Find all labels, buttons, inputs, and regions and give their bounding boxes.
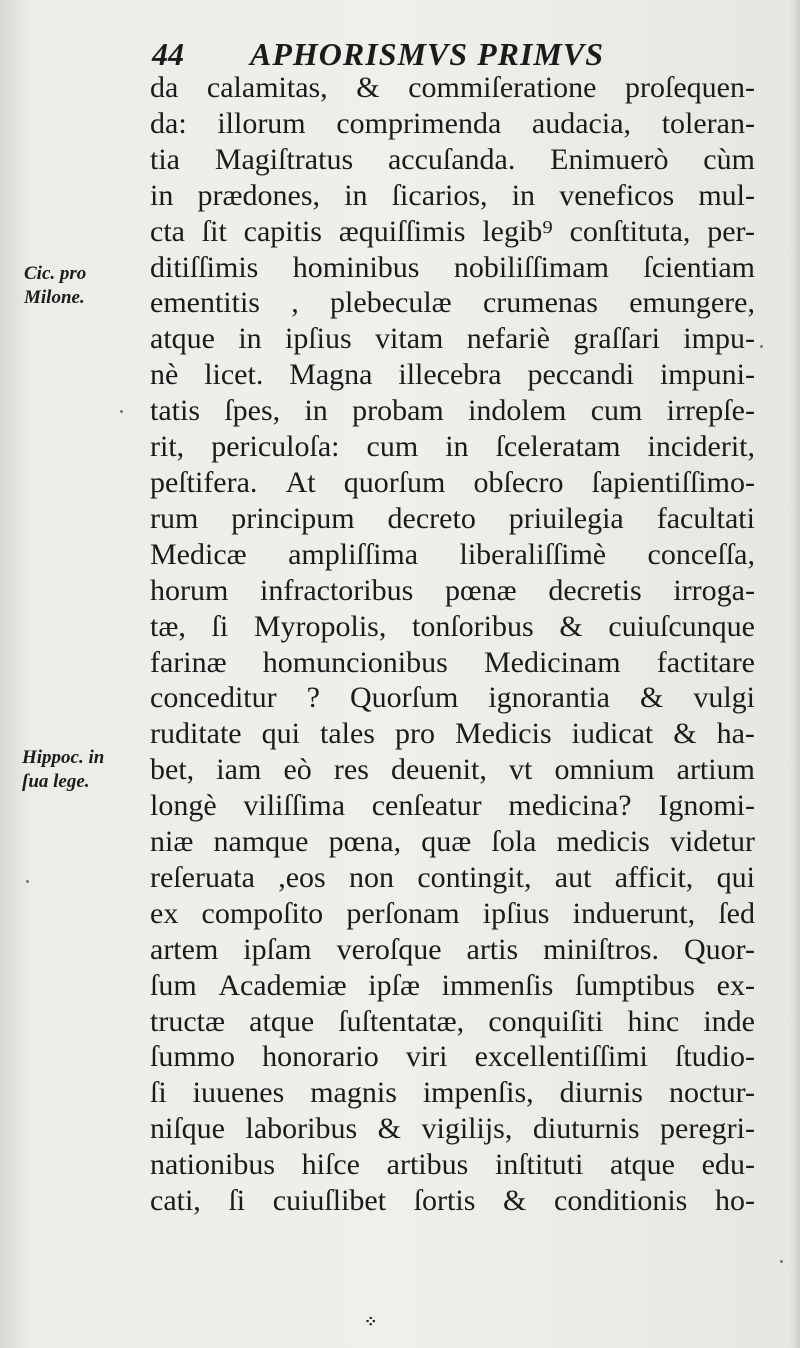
word: ſum [150,968,197,1002]
word: vigilijs, [421,1112,513,1146]
word: longè [150,789,217,823]
word: æquiſſimis [338,214,466,248]
word: tia [150,142,180,176]
word: , [291,286,299,320]
word: atque [249,1004,315,1038]
word: cenſeatur [371,789,482,823]
word: conceditur [150,681,277,715]
word: ſit [201,214,227,248]
word: graſſari [573,322,660,356]
word: cati, [150,1184,201,1218]
word: nobiliſſimam [453,250,609,284]
paper-speck [760,345,763,348]
word: Myropolis, [253,609,387,643]
text-line [150,824,755,860]
text-line [150,357,755,393]
text-line [150,752,755,788]
word: inſtituti [494,1148,584,1182]
word: indolem [468,394,567,428]
word: Medicis [454,717,552,751]
paper-speck [26,880,29,883]
word: niæ [150,825,194,859]
word: crumenas [482,286,598,320]
word: res [333,753,369,787]
word: vt [508,753,533,787]
word: ipſæ [368,968,420,1002]
word: rum [150,501,199,535]
word: irrepſe- [666,394,755,428]
word: contingit, [417,860,532,894]
word: mul- [698,178,755,212]
text-line [150,1039,755,1075]
word: artium [676,753,755,787]
word: atque [610,1148,675,1182]
word: per- [707,214,755,248]
word: cum [366,430,419,464]
word: & [673,717,697,751]
word: homuncionibus [262,645,448,679]
word: conceſſa, [647,537,755,571]
word: veroſque [336,932,442,966]
word: peccandi [527,358,635,392]
word: qui [261,717,300,751]
word: ementitis [150,286,260,320]
word: diurnis [559,1076,643,1110]
word: ſola [491,825,537,859]
margin-note-line: Cic. pro [24,263,87,284]
word: inde [703,1004,755,1038]
text-line [150,178,755,214]
word: rit, [150,430,185,464]
word: tales [319,717,375,751]
word: pœnæ [444,573,517,607]
margin-note-line: ſua lege. [22,771,90,792]
word: ſuſtentatæ, [338,1004,465,1038]
word: ſummo [150,1040,236,1074]
word: magnis [310,1076,397,1110]
text-line [150,214,755,250]
word: impuni- [659,358,755,392]
word: illorum [217,106,306,140]
word: commiſeratione [408,71,597,104]
word: cuiuſcunque [608,609,755,643]
word: cùm [703,142,755,176]
word: ſpes, [224,394,281,428]
word: & [639,681,664,715]
margin-note-cicero [24,262,144,310]
word: pœna, [328,825,402,859]
word: ruditate [150,717,242,751]
word: ſed [718,896,755,930]
word: perſonam [346,896,460,930]
word: & [356,71,380,104]
word: ipſius [482,896,550,930]
word: nè [150,358,179,392]
text-line [150,1147,755,1183]
word: excellentiſſimi [474,1040,648,1074]
margin-note-line: Milone. [24,287,85,308]
word: namque [213,825,309,859]
word: ampliſſima [288,537,419,571]
word: hiſce [301,1148,360,1182]
word: infractoribus [260,573,414,607]
word: deuenit, [391,753,487,787]
word: conſtituta, [569,214,691,248]
word: vitam [375,322,444,356]
word: horum [150,573,229,607]
text-line [150,465,755,501]
word: periculoſa: [211,430,340,464]
word: immenſis [441,968,554,1002]
text-line [150,573,755,609]
text-line [150,429,755,465]
word: Magiſtratus [214,142,354,176]
word: Quor- [683,932,755,966]
word: & [559,609,583,643]
word: cta [150,214,185,248]
word: aut [554,860,592,894]
word: ex- [716,968,755,1002]
paper-speck [120,410,123,413]
word: impenſis, [422,1076,534,1110]
text-line [150,250,755,286]
word: inciderit, [647,430,755,464]
word: tatis [150,394,200,428]
word: Medicinam [483,645,621,679]
word: decreto [387,501,476,535]
word: priuilegia [508,501,624,535]
word: ſi [150,1076,167,1110]
word: conditionis [554,1184,688,1218]
word: artibus [386,1148,469,1182]
word: Magna [289,358,373,392]
text-line [150,1075,755,1111]
word: vulgi [693,681,755,715]
word: videtur [669,825,755,859]
word: atque [150,322,215,356]
text-line [150,680,755,716]
word: medicina? [508,789,632,823]
word: ipſius [285,322,352,356]
text-line [150,321,755,357]
word: cum [590,394,643,428]
word: plebeculæ [330,286,452,320]
word: ha- [716,717,755,751]
word: cuiuſlibet [272,1184,387,1218]
text-line [150,860,755,896]
word: proſequen- [625,71,755,104]
word: in [238,322,262,356]
word: factitare [656,645,755,679]
body-text [150,70,755,1219]
word: calamitas, [206,71,328,104]
word: reſeruata [150,860,255,894]
word: pro [394,717,435,751]
word: da: [150,106,187,140]
word: quæ [421,825,472,859]
paper-speck [780,1260,783,1263]
word: miniſtros. [543,932,659,966]
word: ſtudio- [674,1040,755,1074]
word: ſi [228,1184,246,1218]
word: obſecro [473,465,564,499]
word: honorario [262,1040,379,1074]
word: omnium [554,753,655,787]
word: ex [150,896,179,930]
word: qui [716,860,755,894]
word: principum [231,501,355,535]
page-number: 44 [152,36,184,72]
word: noctur- [668,1076,755,1110]
text-line [150,1004,755,1040]
word: decretis [548,573,642,607]
word: in [511,178,536,212]
word: artem [150,932,219,966]
word: eò [283,753,312,787]
word: in [445,430,469,464]
word: ſi [211,609,229,643]
word: Enimuerò [550,142,669,176]
text-line [150,70,755,106]
text-line [150,645,755,681]
word: quorſum [343,465,446,499]
word: nefariè [466,322,550,356]
word: iam [216,753,262,787]
word: in [344,178,368,212]
word: ignorantia [488,681,610,715]
word: edu- [701,1148,755,1182]
word: ho- [715,1184,755,1218]
word: ſumptibus [574,968,695,1002]
text-line [150,393,755,429]
word: Quorſum [349,681,459,715]
word: toleran- [661,106,755,140]
word: diuturnis [532,1112,640,1146]
word: peſtifera. [150,465,258,499]
word: illecebra [398,358,502,392]
running-title: APHORISMVS PRIMVS [250,36,605,72]
word: laboribus [245,1112,358,1146]
word: irroga- [673,573,755,607]
word: At [285,465,316,499]
word: conquiſiti [488,1004,604,1038]
text-line [150,1183,755,1219]
margin-note-hippocrates [22,746,142,794]
word: medicis [556,825,650,859]
word: induerunt, [572,896,696,930]
text-line [150,285,755,321]
word: veneficos [559,178,675,212]
text-line [150,537,755,573]
word: capitis [243,214,322,248]
word: tructæ [150,1004,225,1038]
word: non [349,860,395,894]
word: artis [466,932,519,966]
text-line [150,501,755,537]
word: viliſſima [243,789,346,823]
text-line [150,968,755,1004]
word: prædones, [197,178,321,212]
word: Academiæ [218,968,347,1002]
word: licet. [204,358,264,392]
text-line [150,142,755,178]
word: Medicæ [150,537,247,571]
margin-note-line: Hippoc. in [22,747,105,768]
word: ſcientiam [643,250,755,284]
word: in [150,178,174,212]
word: bet, [150,753,195,787]
word: ipſam [243,932,312,966]
word: ſicarios, [391,178,488,212]
word: hominibus [292,250,420,284]
word: ditiſſimis [150,250,259,284]
word: liberaliſſimè [459,537,607,571]
word: ſceleratam [495,430,621,464]
text-line [150,1111,755,1147]
word: ? [306,681,320,715]
word: iuuenes [192,1076,285,1110]
word: iudicat [571,717,654,751]
word: emungere, [629,286,755,320]
word: tæ, [150,609,186,643]
word: ſortis [413,1184,476,1218]
word: ,eos [278,860,326,894]
word: peregri- [660,1112,755,1146]
word: Ignomi- [658,789,755,823]
text-line [150,932,755,968]
word: audacia, [531,106,632,140]
word: niſque [150,1112,225,1146]
word: hinc [627,1004,680,1038]
word: impu- [683,322,755,356]
text-line [150,106,755,142]
word: accuſanda. [387,142,516,176]
word: legib⁹ [482,214,553,248]
text-line [150,896,755,932]
text-line [150,788,755,824]
word: afficit, [614,860,694,894]
word: comprimenda [336,106,502,140]
text-line [150,716,755,752]
word: da [150,71,179,104]
word: viri [405,1040,448,1074]
word: probam [352,394,444,428]
word: nationibus [150,1148,275,1182]
word: & [503,1184,527,1218]
bottom-ornament-mark: ⁘ [364,1312,378,1331]
word: compoſito [201,896,324,930]
word: ſapientiſſimo- [591,465,755,499]
word: & [377,1112,401,1146]
word: farinæ [150,645,227,679]
word: in [304,394,328,428]
word: facultati [656,501,755,535]
text-line [150,609,755,645]
word: tonſoribus [412,609,534,643]
